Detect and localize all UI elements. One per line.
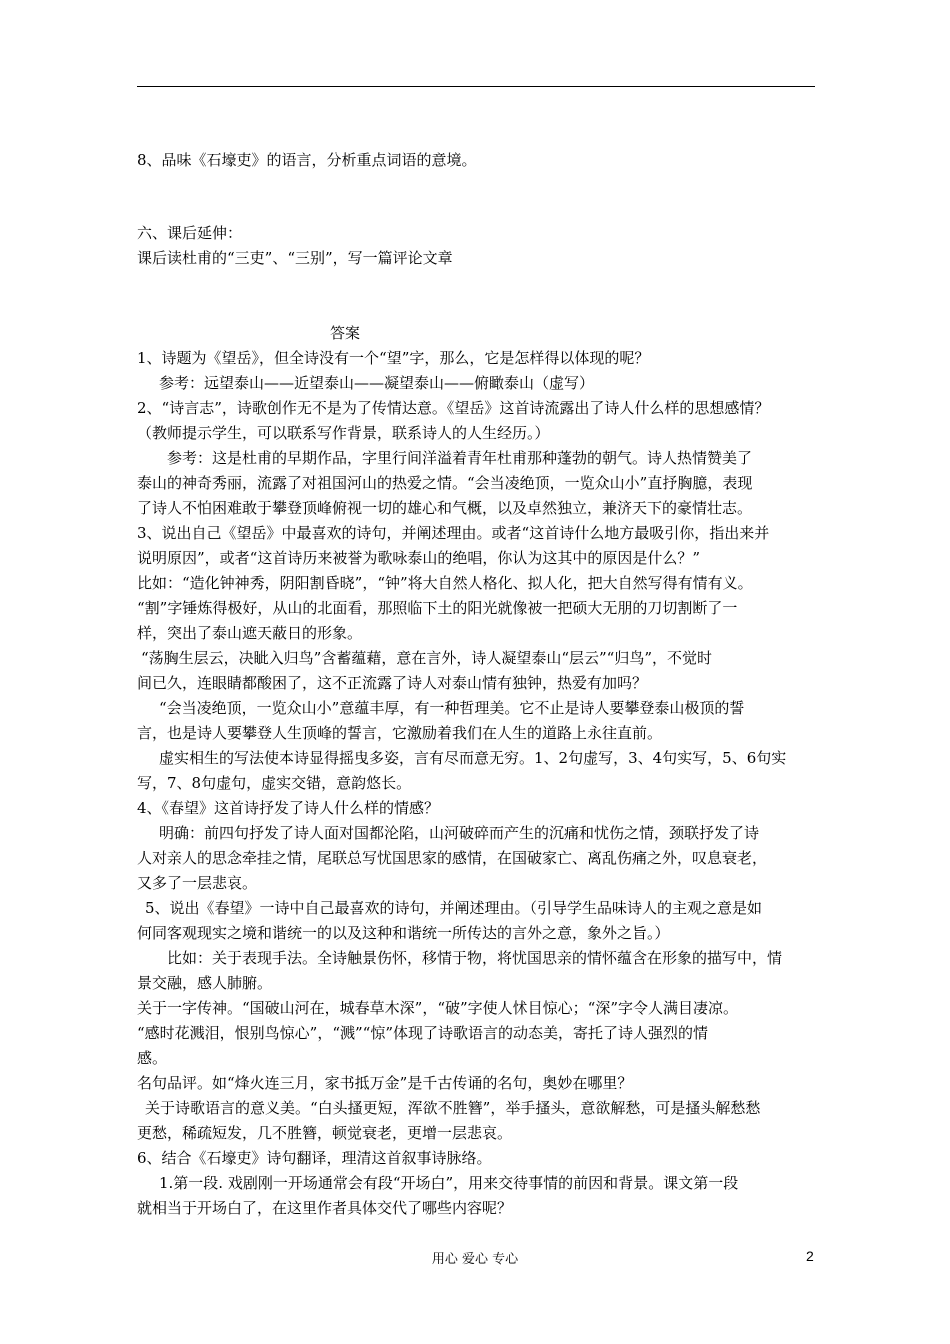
answer-line: 参考：远望泰山——近望泰山——凝望泰山——俯瞰泰山（虚写） <box>159 374 595 392</box>
answer-line: 言，也是诗人要攀登人生顶峰的誓言，它激励着我们在人生的道路上永往直前。 <box>137 724 663 742</box>
answer-line: 虚实相生的写法使本诗显得摇曳多姿，言有尽而意无穷。1、2句虚写，3、4句实写，5、6句实 <box>159 749 787 767</box>
answer-line: 关于一字传神。“国破山河在，城春草木深”，“破”字使人怵目惊心；“深”字令人满目凄凉。 <box>137 999 739 1017</box>
question-8: 8、品味《石壕吏》的语言，分析重点词语的意境。 <box>137 151 477 169</box>
answer-line: 何同客观现实之境和谐统一的以及这种和谐统一所传达的言外之意，象外之旨。） <box>137 924 670 942</box>
answer-line: 名句品评。如“烽火连三月，家书抵万金”是千古传诵的名句，奥妙在哪里？ <box>137 1074 633 1092</box>
header-rule <box>137 86 815 87</box>
answer-line: “荡胸生层云，决眦入归鸟”含蓄蕴藉，意在言外，诗人凝望泰山“层云”“归鸟”，不觉时 <box>141 649 713 667</box>
answer-line: 写，7、8句虚句，虚实交错，意韵悠长。 <box>137 774 412 792</box>
answer-line: 样，突出了泰山遮天蔽日的形象。 <box>137 624 363 642</box>
answer-line: 感。 <box>137 1049 168 1067</box>
answer-line: “感时花溅泪，恨别鸟惊心”，“溅”“惊”体现了诗歌语言的动态美，寄托了诗人强烈的情 <box>137 1024 709 1042</box>
answer-line: 了诗人不怕困难敢于攀登顶峰俯视一切的雄心和气概，以及卓然独立，兼济天下的豪情壮志。 <box>137 499 753 517</box>
answer-line: 泰山的神奇秀丽，流露了对祖国河山的热爱之情。“会当凌绝顶，一览众山小”直抒胸臆，表现 <box>137 474 753 492</box>
footer-motto: 用心 爱心 专心 <box>431 1252 519 1267</box>
answer-line: 就相当于开场白了，在这里作者具体交代了哪些内容呢？ <box>137 1199 513 1217</box>
answer-line: 5、说出《春望》一诗中自己最喜欢的诗句，并阐述理由。（引导学生品味诗人的主观之意是如 <box>145 899 763 917</box>
answer-line: 比如：“造化钟神秀，阴阳割昏晓”，“钟”将大自然人格化、拟人化，把大自然写得有情有义。 <box>137 574 753 592</box>
answer-line: 2、“诗言志”，诗歌创作无不是为了传情达意。《望岳》这首诗流露出了诗人什么样的思想感情？ <box>137 399 770 417</box>
answer-line: 6、结合《石壕吏》诗句翻译，理清这首叙事诗脉络。 <box>137 1149 492 1167</box>
section-6-text: 课后读杜甫的“三吏”、“三别”，写一篇评论文章 <box>137 249 453 267</box>
answer-line: 又多了一层悲哀。 <box>137 874 258 892</box>
document-body <box>137 148 817 1221</box>
section-6-heading: 六、课后延伸： <box>137 224 243 242</box>
answer-line: 1.第一段. 戏剧刚一开场通常会有段“开场白”，用来交待事情的前因和背景。课文第一段 <box>159 1174 739 1192</box>
answer-line: 说明原因”，或者“这首诗历来被誉为歌咏泰山的绝唱，你认为这其中的原因是什么？” <box>137 549 701 567</box>
answer-line: 景交融，感人肺腑。 <box>137 974 273 992</box>
answer-line: 1、诗题为《望岳》，但全诗没有一个“望”字，那么，它是怎样得以体现的呢？ <box>137 349 650 367</box>
answer-line: “会当凌绝顶，一览众山小”意蕴丰厚，有一种哲理美。它不止是诗人要攀登泰山极顶的誓 <box>159 699 745 717</box>
answer-line: 更愁，稀疏短发，几不胜簪，顿觉衰老，更增一层悲哀。 <box>137 1124 513 1142</box>
answer-line: 关于诗歌语言的意义美。“白头搔更短，浑欲不胜簪”，举手搔头，意欲解愁，可是搔头解愁愁 <box>145 1099 761 1117</box>
answers-title: 答案 <box>330 324 361 342</box>
answer-line: 人对亲人的思念牵挂之情，尾联总写忧国思家的感情，在国破家亡、离乱伤痛之外，叹息衰老， <box>137 849 768 867</box>
answer-line: 4、《春望》这首诗抒发了诗人什么样的情感？ <box>137 799 440 817</box>
page-number: 2 <box>806 1248 814 1264</box>
answer-line: 参考：这是杜甫的早期作品，字里行间洋溢着青年杜甫那种蓬勃的朝气。诗人热情赞美了 <box>167 449 753 467</box>
answer-line: 3、说出自己《望岳》中最喜欢的诗句，并阐述理由。或者“这首诗什么地方最吸引你，指出来并 <box>137 524 770 542</box>
answer-line: “割”字锤炼得极好，从山的北面看，那照临下土的阳光就像被一把硕大无朋的刀切割断了一 <box>137 599 738 617</box>
answer-line: 比如：关于表现手法。全诗触景伤怀，移情于物，将忧国思亲的情怀蕴含在形象的描写中，情 <box>167 949 783 967</box>
answer-line: （教师提示学生，可以联系写作背景，联系诗人的人生经历。） <box>137 424 550 442</box>
answer-line: 明确：前四句抒发了诗人面对国都沦陷，山河破碎而产生的沉痛和忧伤之情，颈联抒发了诗 <box>159 824 760 842</box>
answer-line: 间已久，连眼睛都酸困了，这不正流露了诗人对泰山情有独钟，热爱有加吗？ <box>137 674 648 692</box>
